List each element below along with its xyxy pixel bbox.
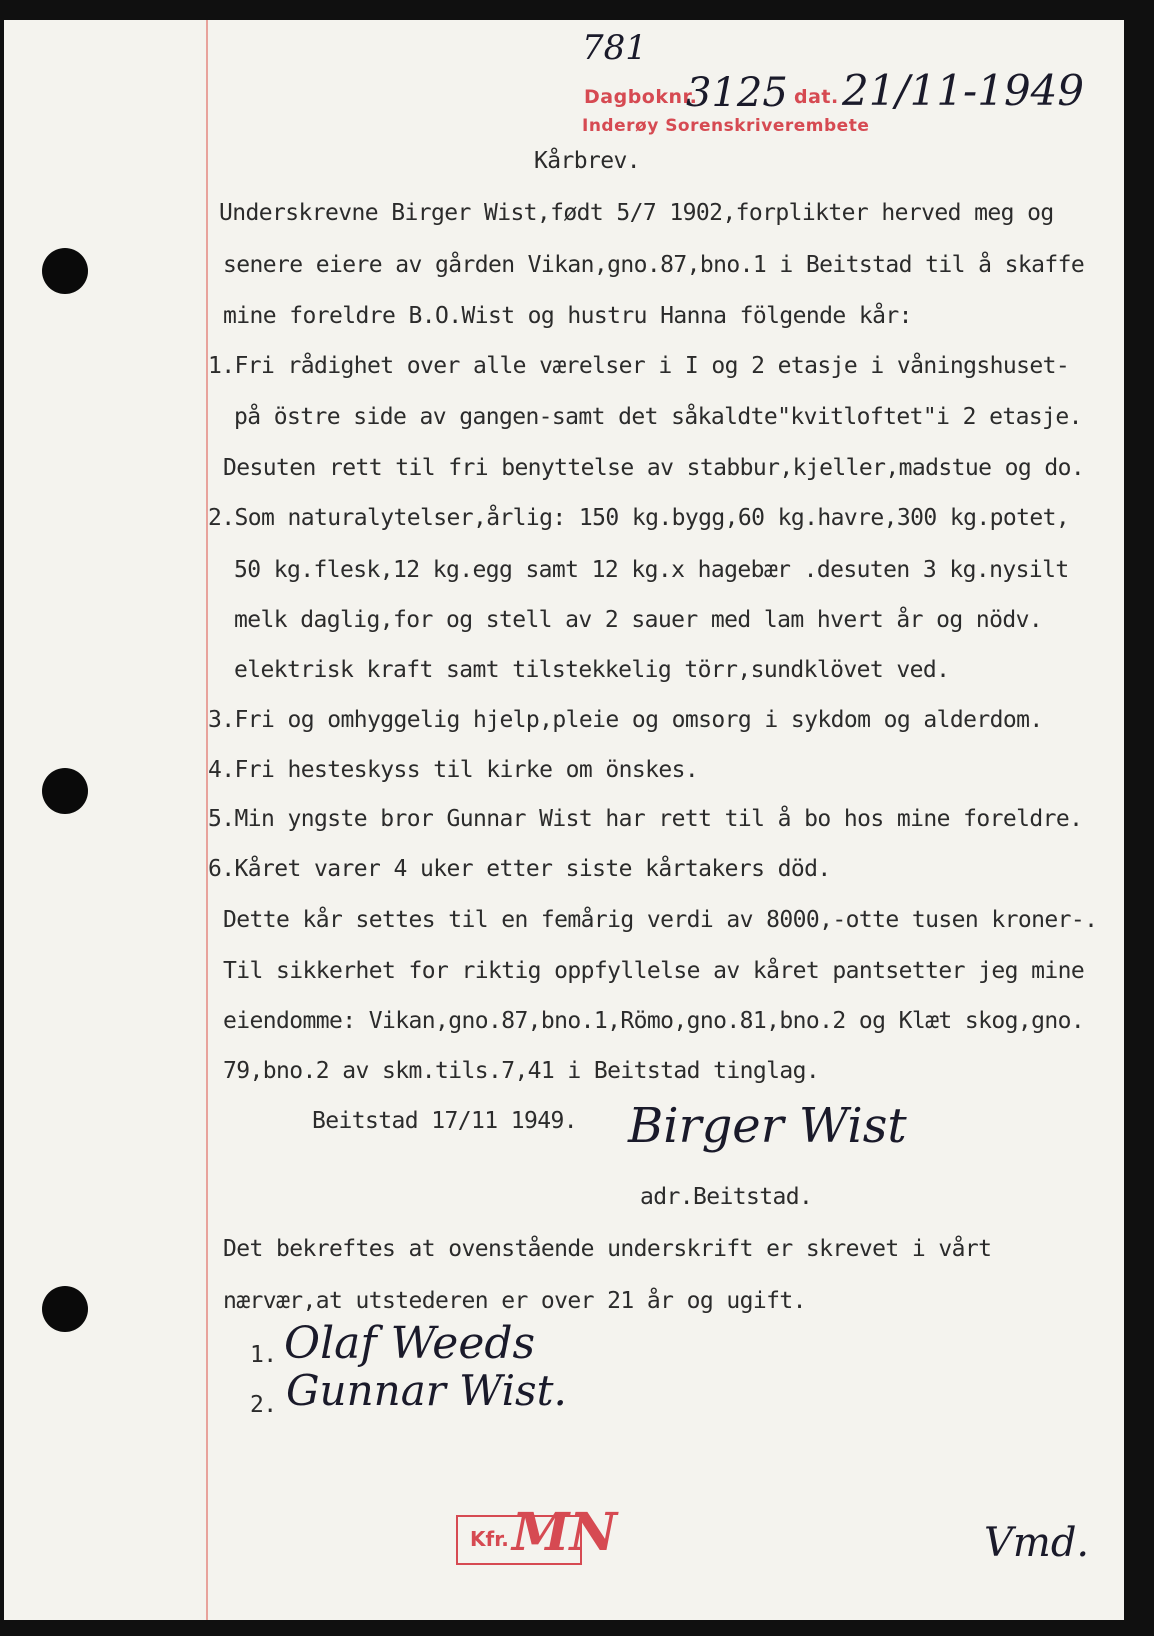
body-line: Underskrevne Birger Wist,født 5/7 1902,forplikter herved meg og: [219, 200, 1054, 226]
body-line: 79,bno.2 av skm.tils.7,41 i Beitstad tinglag.: [223, 1058, 820, 1084]
document-page: [4, 20, 1124, 1620]
address: adr.Beitstad.: [640, 1184, 813, 1210]
body-line: på östre side av gangen-samt det såkaldte"kvitloftet"i 2 etasje.: [234, 404, 1082, 430]
place-date: Beitstad 17/11 1949.: [312, 1108, 577, 1134]
signature-birger-wist: Birger Wist: [628, 1098, 907, 1154]
attest-line: Det bekreftes at ovenstående underskrift er skrevet i vårt: [223, 1236, 992, 1262]
witness-number: 1.: [250, 1342, 277, 1368]
punch-hole: [42, 248, 88, 294]
folio-number: 781: [582, 28, 647, 68]
body-line: 1.Fri rådighet over alle værelser i I og 2 etasje i våningshuset-: [208, 353, 1070, 379]
court-stamp-label: Inderøy Sorenskriverembete: [582, 116, 870, 136]
body-line: 2.Som naturalytelser,årlig: 150 kg.bygg,60 kg.havre,300 kg.potet,: [208, 505, 1070, 531]
body-line: 50 kg.flesk,12 kg.egg samt 12 kg.x hagebær .desuten 3 kg.nysilt: [234, 557, 1069, 583]
body-line: Desuten rett til fri benyttelse av stabbur,kjeller,madstue og do.: [223, 455, 1085, 481]
body-line: senere eiere av gården Vikan,gno.87,bno.1 i Beitstad til å skaffe: [223, 252, 1085, 278]
body-line: Dette kår settes til en femårig verdi av 8000,-otte tusen kroner-.: [223, 907, 1098, 933]
body-line: Til sikkerhet for riktig oppfyllelse av kåret pantsetter jeg mine: [223, 958, 1085, 984]
punch-hole: [42, 768, 88, 814]
attest-line: nærvær,at utstederen er over 21 år og ugift.: [223, 1288, 806, 1314]
witness-number: 2.: [250, 1392, 277, 1418]
body-line: eiendomme: Vikan,gno.87,bno.1,Römo,gno.81,bno.2 og Klæt skog,gno.: [223, 1008, 1085, 1034]
body-line: 4.Fri hesteskyss til kirke om önskes.: [208, 757, 699, 783]
dato-stamp-label: dat.: [794, 86, 839, 108]
witness-signature: Olaf Weeds: [284, 1318, 536, 1369]
body-line: mine foreldre B.O.Wist og hustru Hanna fölgende kår:: [223, 303, 912, 329]
body-line: 6.Kåret varer 4 uker etter siste kårtakers död.: [208, 856, 831, 882]
body-line: melk daglig,for og stell av 2 sauer med lam hvert år og nödv.: [234, 607, 1043, 633]
dagbok-stamp-label: Dagboknr.: [584, 86, 698, 108]
document-title: Kårbrev.: [534, 148, 640, 174]
body-line: 3.Fri og omhyggelig hjelp,pleie og omsorg i sykdom og alderdom.: [208, 707, 1043, 733]
body-line: 5.Min yngste bror Gunnar Wist har rett til å bo hos mine foreldre.: [208, 806, 1083, 832]
witness-signature: Gunnar Wist.: [286, 1366, 567, 1415]
kfr-stamp-label: Kfr.: [470, 1527, 509, 1551]
dato-handwritten: 21/11-1949: [842, 66, 1085, 115]
punch-hole: [42, 1286, 88, 1332]
kfr-initials: MN: [512, 1502, 618, 1563]
corner-initials: Vmd.: [984, 1520, 1090, 1566]
dagbok-number: 3125: [686, 70, 788, 116]
body-line: elektrisk kraft samt tilstekkelig törr,sundklövet ved.: [234, 657, 950, 683]
